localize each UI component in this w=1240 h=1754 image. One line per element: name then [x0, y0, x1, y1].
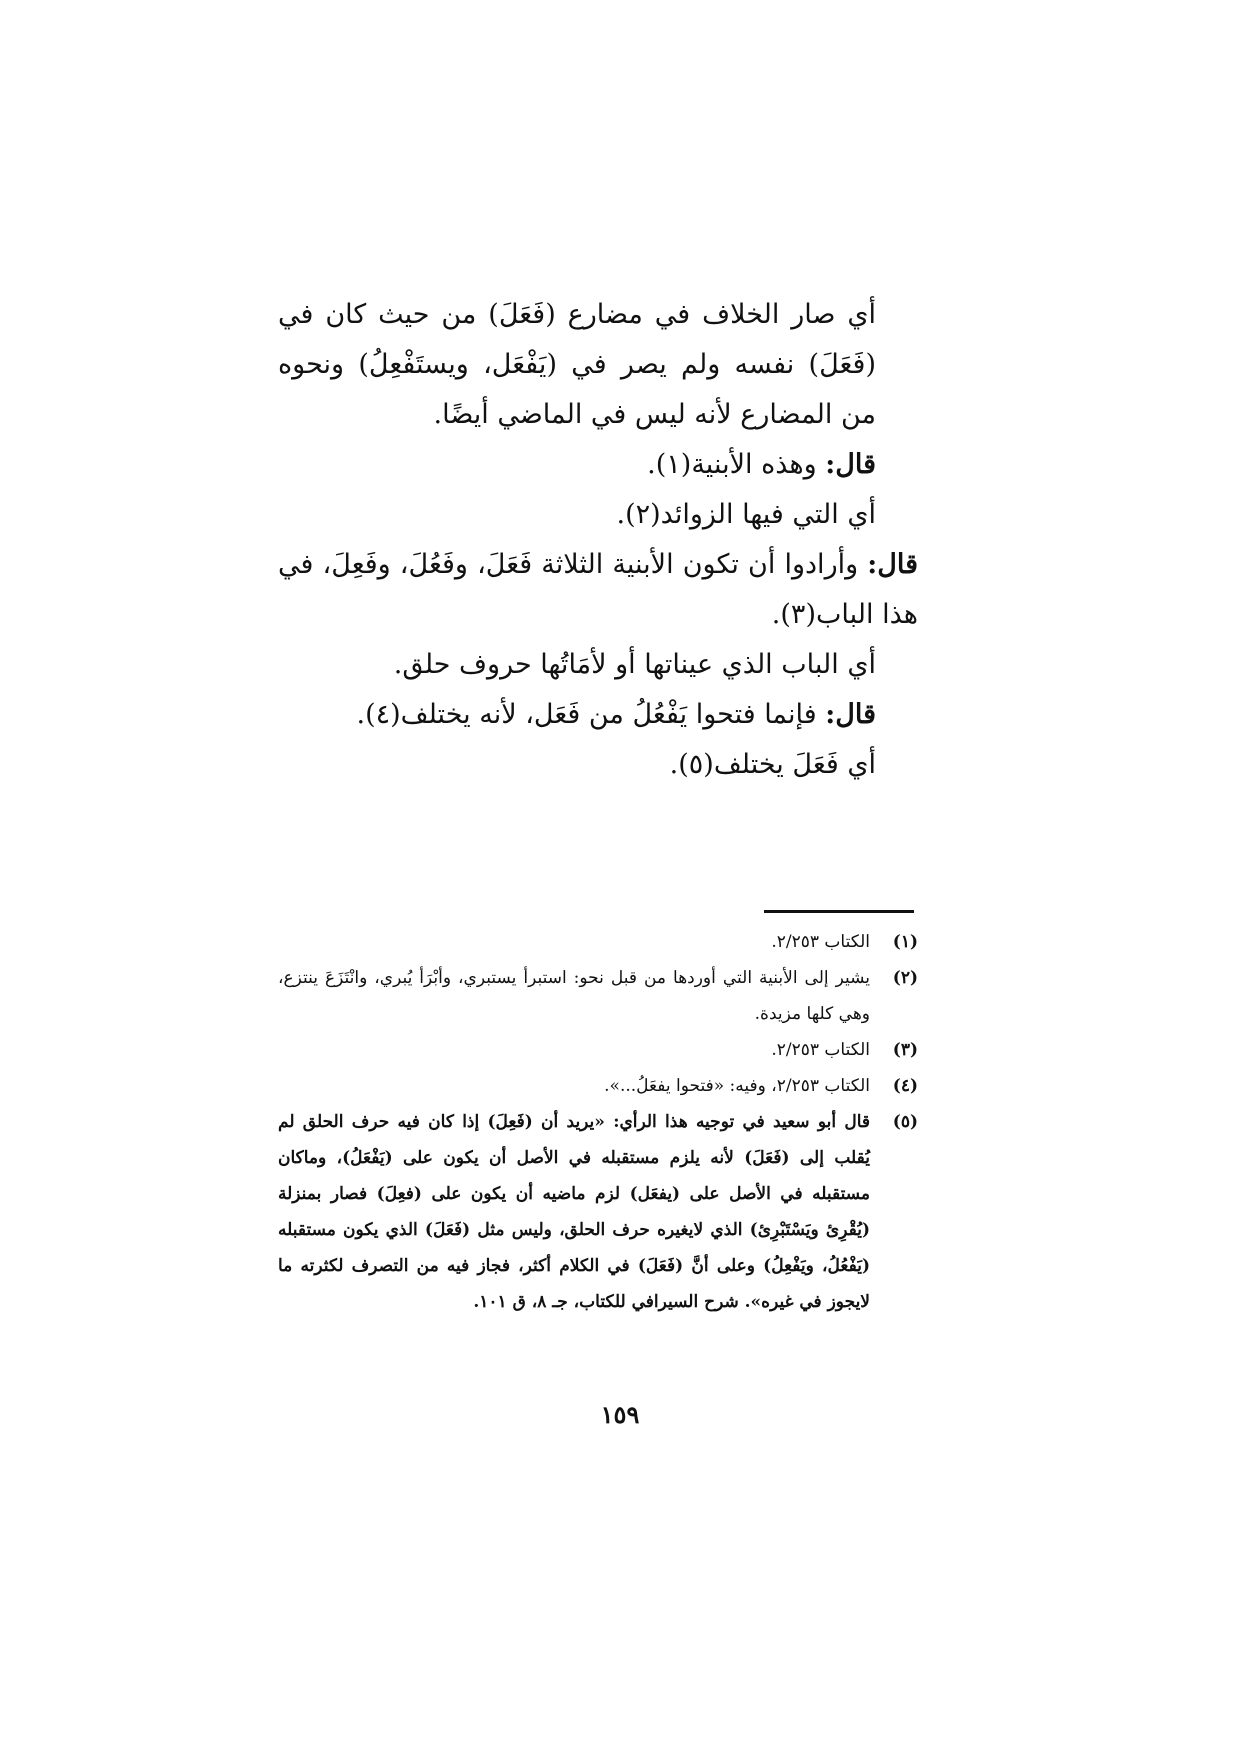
page-number: ١٥٩ [600, 1400, 640, 1429]
paragraph-2 [278, 440, 918, 490]
paragraph-7: أي فَعَلَ يختلف(٥). [669, 749, 876, 780]
footnote-separator [764, 910, 914, 913]
footnote-text: قال أبو سعيد في توجيه هذا الرأي: «يريد أن (فَعِلَ) إذا كان فيه حرف الحلق لم يُقلب إلى (فَعَلَ) لأنه يلزم مستقبله في الأصل أن يكون على (يَفْعَلُ)، وماكان مستقبله في الأصل على (يفعَل) لزم ماضيه أن يكون على (فعِلَ) فصار بمنزلة (يُقْرِئ ويَسْتَبْرِئ) الذي لايغيره حرف الحلق، وليس مثل (فَعَلَ) الذي يكون مستقبله (يَفْعُلُ، ويَفْعِلُ) وعلى أنَّ (فَعَلَ) في الكلام أكثر، فجاز فيه من التصرف لكثرته ما لايجوز في غيره». شرح السيرافي للكتاب، جـ ٨، ق ١٠١. [278, 1112, 870, 1312]
footnote-text: يشير إلى الأبنية التي أوردها من قبل نحو: استبرأ يستبري، وأبْرَأ يُبري، وانْتَزَعَ ينتزع، وهي كلها مزيدة. [278, 968, 870, 1024]
footnotes [278, 924, 918, 1320]
qal-label: قال: [867, 549, 918, 580]
footnote-number: (١) [892, 932, 918, 952]
paragraph-4-text: وأرادوا أن تكون الأبنية الثلاثة فَعَلَ، وفَعُلَ، وفَعِلَ، في هذا الباب(٣). [278, 549, 918, 630]
footnote-1 [278, 924, 918, 960]
body-text [278, 290, 918, 790]
footnote-number: (٣) [892, 1040, 918, 1060]
footnote-number: (٤) [892, 1076, 918, 1096]
paragraph-6 [278, 690, 918, 740]
paragraph-6-text: فإنما فتحوا يَفْعُلُ من فَعَل، لأنه يختلف(٤). [356, 699, 826, 730]
paragraph-5: أي الباب الذي عيناتها أو لأمَاتُها حروف حلق. [393, 649, 876, 680]
footnote-number: (٢) [892, 968, 918, 988]
paragraph-2-text: وهذه الأبنية(١). [647, 449, 826, 480]
footnote-4 [278, 1068, 918, 1104]
footnote-text: الكتاب ٢/٢٥٣. [771, 932, 870, 952]
footnote-3 [278, 1032, 918, 1068]
footnote-number: (٥) [892, 1112, 918, 1132]
paragraph-1: أي صار الخلاف في مضارع (فَعَلَ) من حيث كان في (فَعَلَ) نفسه ولم يصر في (يَفْعَل، ويستَفْعِلُ) ونحوه من المضارع لأنه ليس في الماضي أيضًا. [278, 299, 876, 430]
paragraph-4 [278, 540, 918, 640]
main-text [278, 290, 918, 790]
qal-label: قال: [825, 699, 876, 730]
footnote-text: الكتاب ٢/٢٥٣. [771, 1040, 870, 1060]
footnote-5 [278, 1104, 918, 1320]
paragraph-3: أي التي فيها الزوائد(٢). [616, 499, 876, 530]
qal-label: قال: [825, 449, 876, 480]
footnote-2 [278, 960, 918, 1032]
footnote-text: الكتاب ٢/٢٥٣، وفيه: «فتحوا يفعَلُ...». [604, 1076, 870, 1096]
